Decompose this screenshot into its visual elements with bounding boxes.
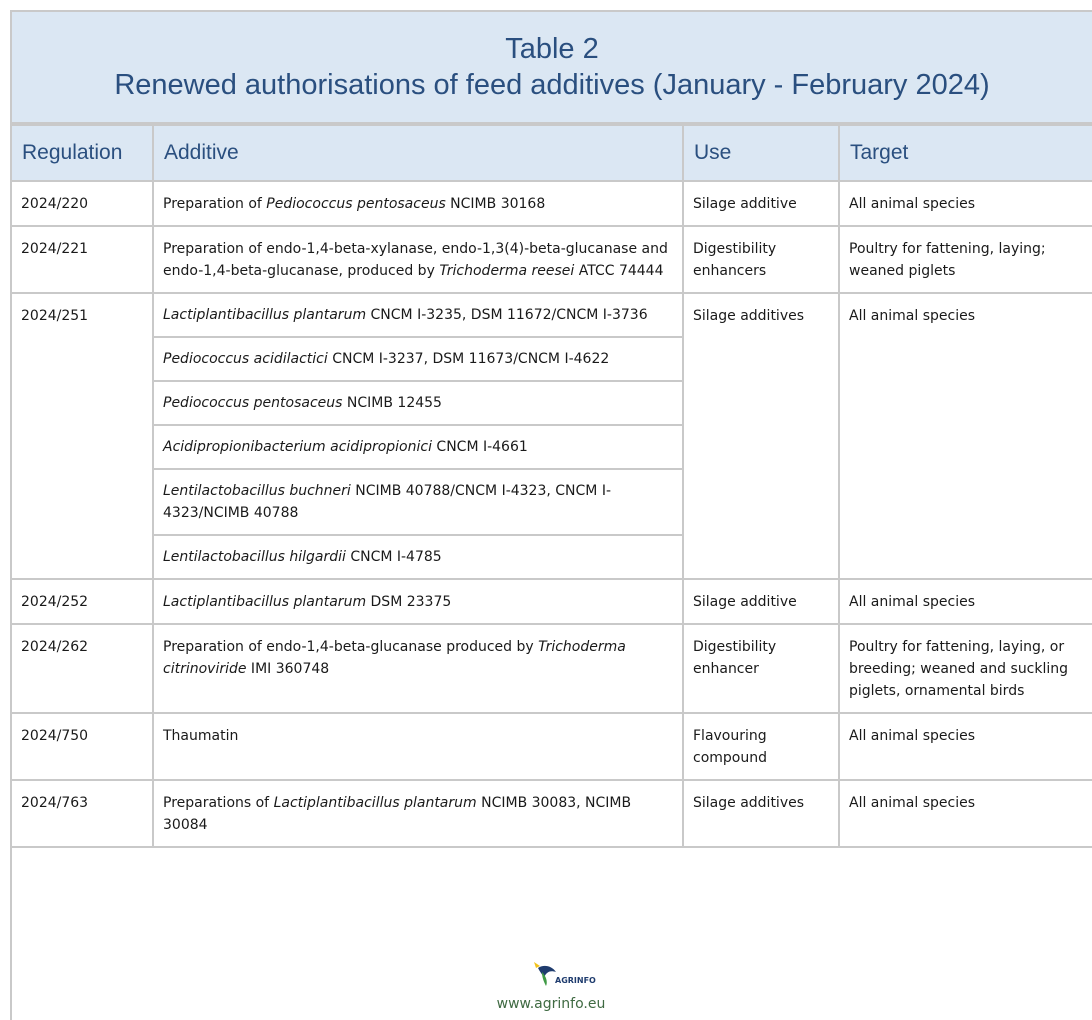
additive-text-part: NCIMB 12455 (342, 395, 442, 411)
additive-text-part: Lactiplantibacillus plantarum (273, 795, 477, 811)
regulation-cell: 2024/750 (11, 713, 153, 780)
additives-table (10, 124, 1092, 848)
use-cell: Digestibility enhancer (683, 624, 839, 713)
additive-cell (153, 293, 683, 337)
target-cell: Poultry for fattening, laying; weaned piglets (839, 226, 1092, 293)
use-cell: Silage additives (683, 293, 839, 579)
table-number: Table 2 (505, 33, 599, 65)
regulation-cell: 2024/251 (11, 293, 153, 579)
additive-cell (153, 780, 683, 847)
target-cell: All animal species (839, 293, 1092, 579)
target-cell: All animal species (839, 713, 1092, 780)
additive-cell (153, 181, 683, 226)
additive-text-part: IMI 360748 (246, 661, 330, 677)
regulation-cell: 2024/763 (11, 780, 153, 847)
header-target: Target (839, 125, 1092, 181)
additive-text-part: NCIMB 40788/CNCM I-4323, CNCM I-4323/NCIMB 40788 (163, 483, 612, 521)
table-row (11, 713, 1092, 780)
additive-cell (153, 535, 683, 579)
footer-url: www.agrinfo.eu (496, 996, 606, 1012)
header-use: Use (683, 125, 839, 181)
additive-cell (153, 337, 683, 381)
table-row (11, 226, 1092, 293)
header-regulation: Regulation (11, 125, 153, 181)
use-cell: Flavouring compound (683, 713, 839, 780)
additive-text-part: Trichoderma citrinoviride (163, 639, 626, 677)
additive-text-part: Acidipropionibacterium acidipropionici (163, 439, 432, 455)
additive-text-part: Lactiplantibacillus plantarum (163, 307, 367, 323)
additive-text-part: Trichoderma reesei (439, 263, 575, 279)
additive-text-part: CNCM I-3237, DSM 11673/CNCM I-4622 (327, 351, 610, 367)
additive-cell (153, 425, 683, 469)
additive-text-part: NCIMB 30083, NCIMB 30084 (163, 795, 632, 833)
additive-text-part: CNCM I-4785 (345, 549, 442, 565)
additive-text-part: NCIMB 30168 (445, 196, 546, 212)
additive-text-part: Pediococcus acidilactici (163, 351, 328, 367)
regulation-cell: 2024/220 (11, 181, 153, 226)
additive-text-part: DSM 23375 (366, 594, 452, 610)
target-cell: Poultry for fattening, laying, or breeding; weaned and suckling piglets, ornamental birds (839, 624, 1092, 713)
footer (10, 918, 1092, 1016)
regulation-cell: 2024/252 (11, 579, 153, 624)
regulation-cell: 2024/262 (11, 624, 153, 713)
additive-text-part: Preparation of endo-1,4-beta-xylanase, endo-1,3(4)-beta-glucanase and endo-1,4-beta-glucanase, produced by (163, 241, 668, 279)
additive-cell (153, 713, 683, 780)
additive-text-part: Lentilactobacillus hilgardii (163, 549, 346, 565)
additive-text-part: Pediococcus pentosaceus (266, 196, 446, 212)
table-body (11, 181, 1092, 847)
additive-cell (153, 579, 683, 624)
table-title-box (10, 10, 1092, 124)
additive-text-part: ATCC 74444 (574, 263, 664, 279)
additive-cell (153, 226, 683, 293)
table-row (11, 579, 1092, 624)
use-cell: Silage additives (683, 780, 839, 847)
use-cell: Digestibility enhancers (683, 226, 839, 293)
table-title: Renewed authorisations of feed additives (January - February 2024) (114, 69, 990, 101)
additive-text-part: Thaumatin (163, 728, 239, 744)
additive-text-part: Preparation of endo-1,4-beta-glucanase produced by (163, 639, 539, 655)
additive-cell (153, 469, 683, 535)
target-cell: All animal species (839, 579, 1092, 624)
additive-text-part: Preparations of (163, 795, 274, 811)
additive-cell (153, 381, 683, 425)
additive-cell (153, 624, 683, 713)
target-cell: All animal species (839, 181, 1092, 226)
additive-text-part: Lentilactobacillus buchneri (163, 483, 351, 499)
header-row (11, 125, 1092, 181)
table-row (11, 293, 1092, 337)
use-cell: Silage additive (683, 181, 839, 226)
table-row (11, 181, 1092, 226)
additive-text-part: CNCM I-3235, DSM 11672/CNCM I-3736 (366, 307, 648, 323)
table-row (11, 624, 1092, 713)
additive-text-part: Lactiplantibacillus plantarum (163, 594, 367, 610)
header-additive: Additive (153, 125, 683, 181)
target-cell: All animal species (839, 780, 1092, 847)
additive-text-part: Preparation of (163, 196, 267, 212)
additive-text-part: Pediococcus pentosaceus (163, 395, 343, 411)
additive-text-part: CNCM I-4661 (431, 439, 528, 455)
table-row (11, 780, 1092, 847)
logo-wordmark: AGRINFO (555, 976, 596, 985)
use-cell: Silage additive (683, 579, 839, 624)
regulation-cell: 2024/221 (11, 226, 153, 293)
